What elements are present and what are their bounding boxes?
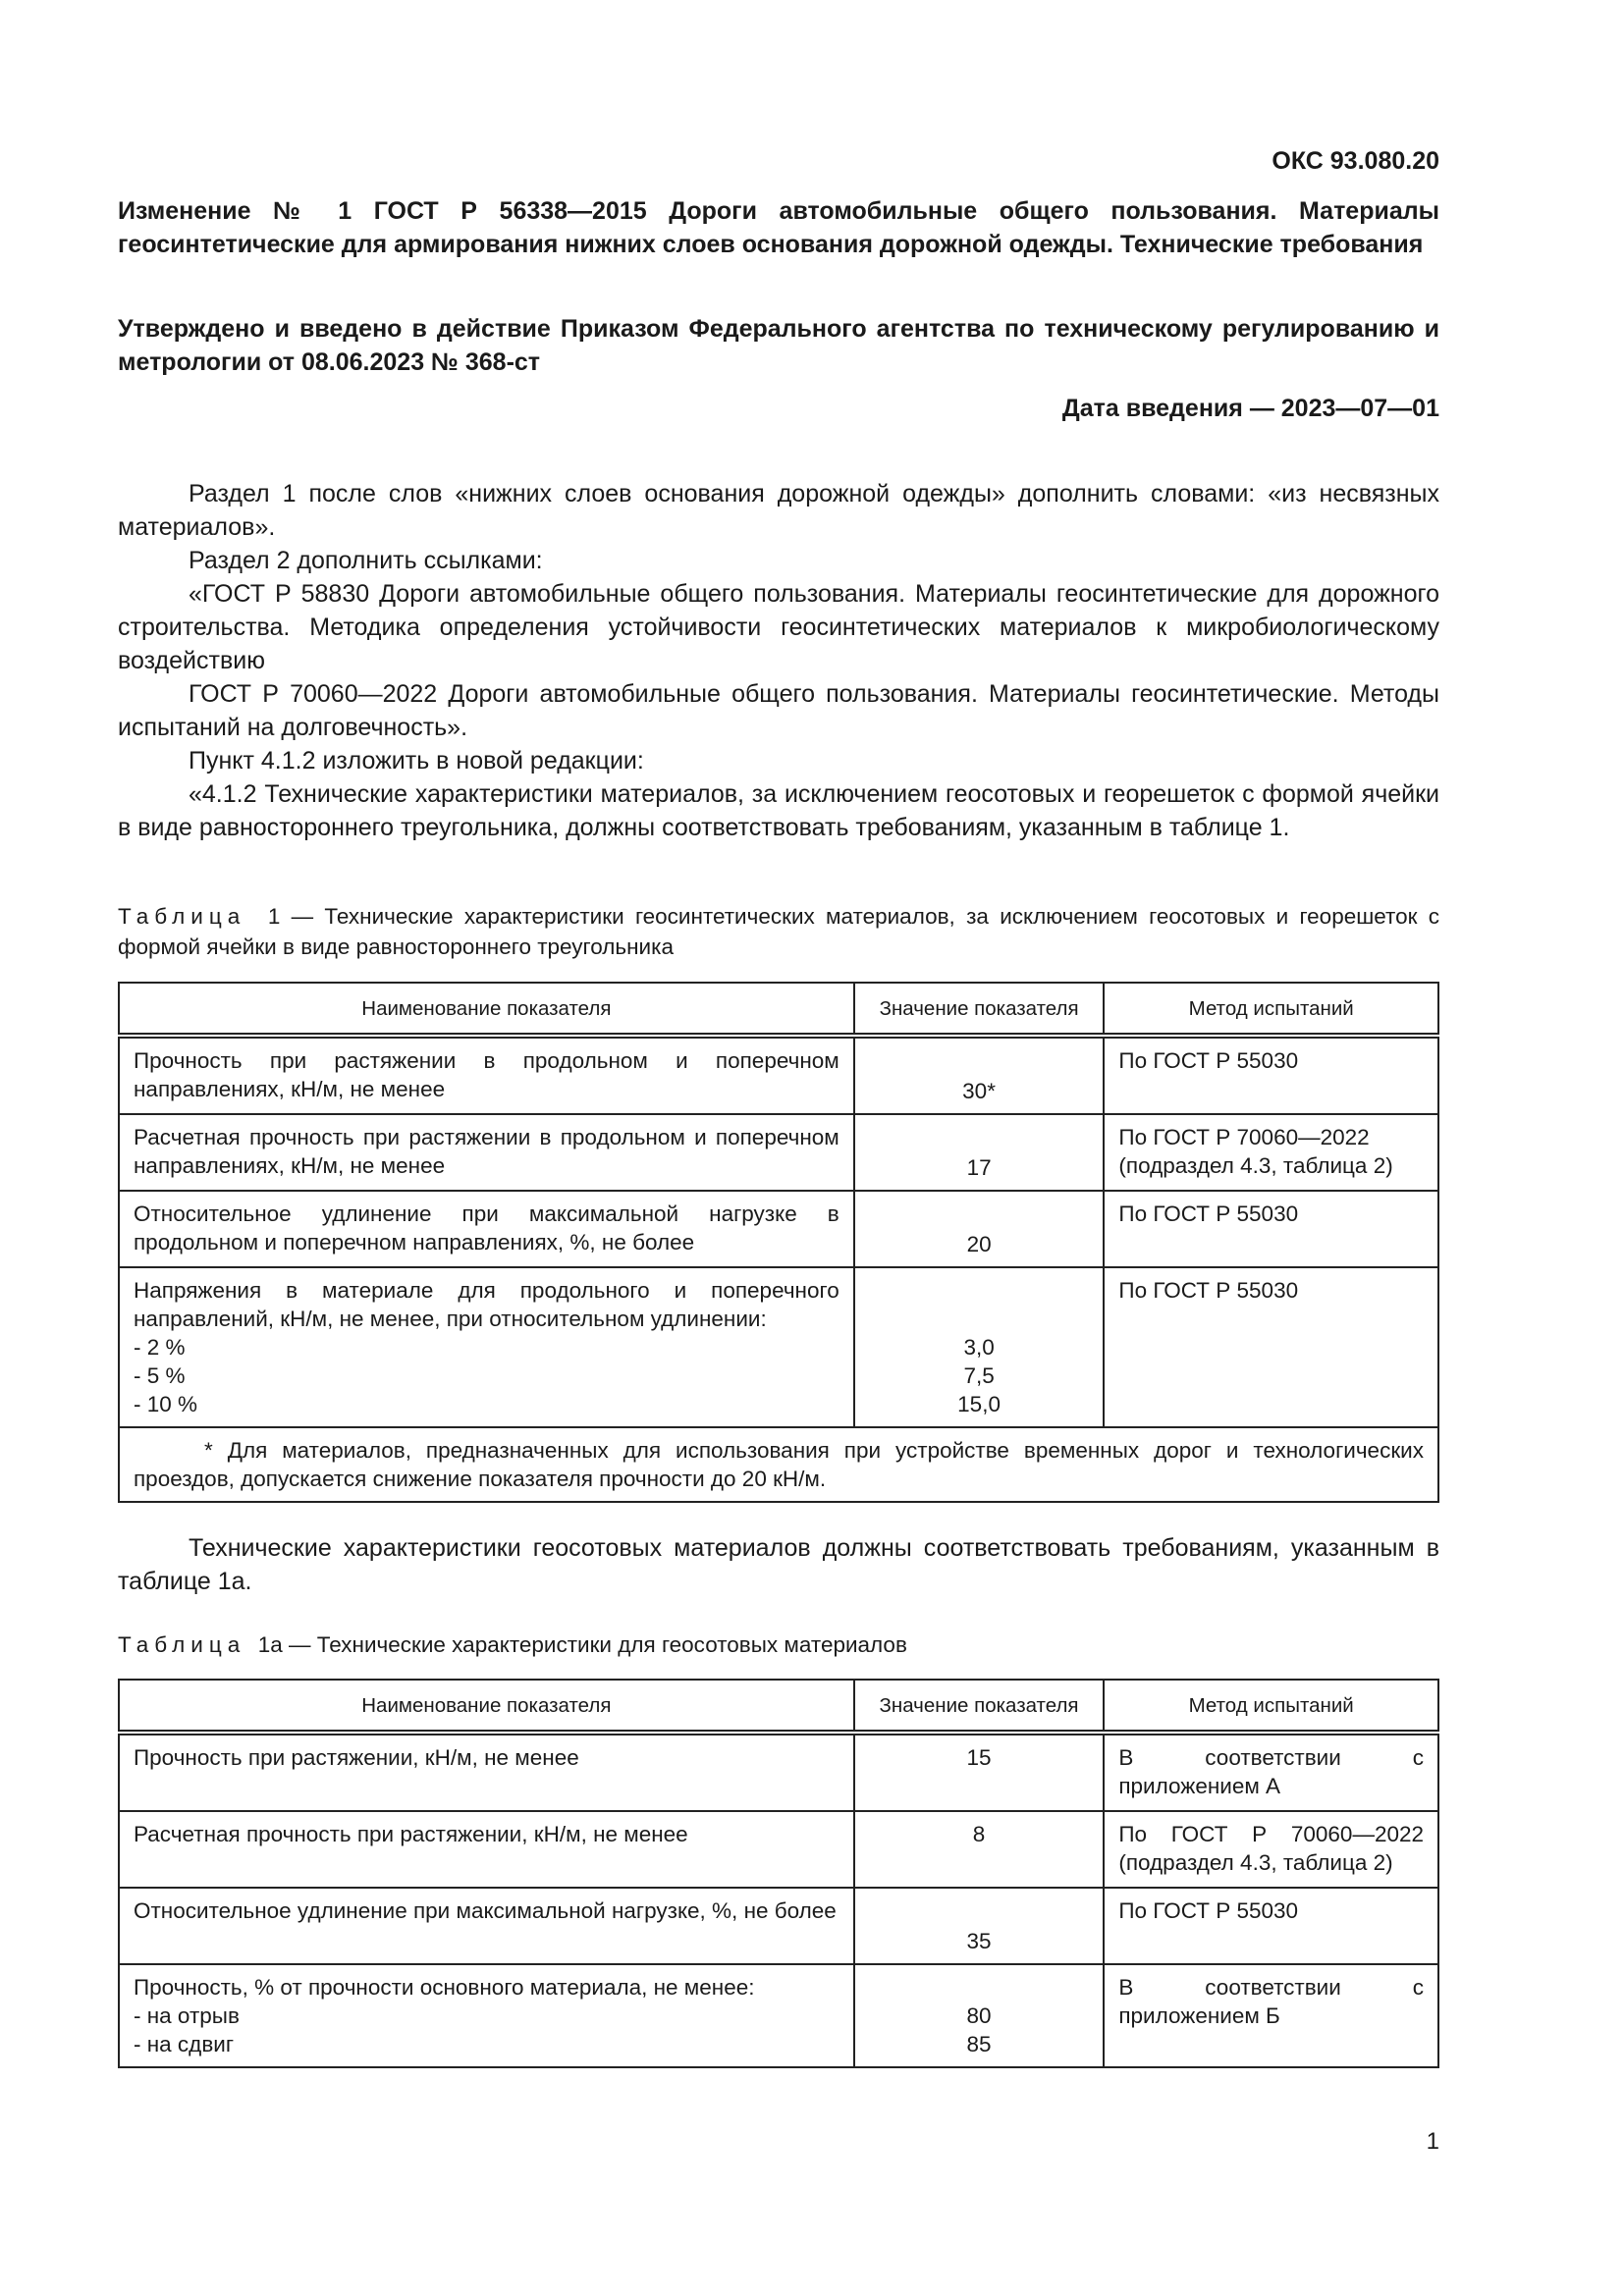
test-method: По ГОСТ Р 55030	[1104, 1888, 1438, 1964]
indicator-value: 15,0	[957, 1392, 1001, 1416]
table-row	[119, 1733, 1438, 1811]
indicator-value: 80	[966, 2003, 992, 2028]
indicator-values-cell	[854, 1267, 1105, 1427]
column-header: Значение показателя	[854, 1680, 1105, 1733]
table-footnote-row	[119, 1427, 1438, 1502]
column-header: Наименование показателя	[119, 983, 854, 1036]
indicator-value: 85	[966, 2032, 992, 2056]
table-row	[119, 1114, 1438, 1191]
table-header-row	[119, 1680, 1438, 1733]
table-row	[119, 1888, 1438, 1964]
table-row	[119, 1191, 1438, 1267]
sub-item: - на сдвиг	[134, 2032, 235, 2056]
column-header: Метод испытаний	[1104, 983, 1438, 1036]
indicator-value: 35	[854, 1888, 1105, 1964]
test-method: По ГОСТ Р 70060—2022 (подраздел 4.3, таблица 2)	[1104, 1114, 1438, 1191]
indicator-value: 7,5	[963, 1363, 995, 1388]
sub-item: - 5 %	[134, 1363, 186, 1388]
table-row	[119, 1964, 1438, 2067]
column-header: Наименование показателя	[119, 1680, 854, 1733]
document-title: Изменение № 1 ГОСТ Р 56338—2015 Дороги автомобильные общего пользования. Материалы геосинтетические для армирования нижних слоев основания дорожной одежды. Технические требования	[118, 197, 1439, 258]
sub-item: - на отрыв	[134, 2003, 240, 2028]
sub-item: - 2 %	[134, 1335, 186, 1360]
indicator-value: 20	[854, 1191, 1105, 1267]
indicator-name-cell	[119, 1267, 854, 1427]
test-method: В соответствии с приложением А	[1104, 1733, 1438, 1811]
oks-code: ОКС 93.080.20	[1272, 147, 1439, 175]
paragraph: «4.1.2 Технические характеристики материалов, за исключением геосотовых и георешеток с формой ячейки в виде равностороннего треугольника, должны соответствовать требованиям, указанным в таблице 1.	[118, 780, 1439, 841]
table-row	[119, 1267, 1438, 1427]
indicator-value: 8	[854, 1811, 1105, 1888]
indicator-name: Относительное удлинение при максимальной нагрузке, %, не более	[119, 1888, 854, 1964]
indicator-value: 3,0	[963, 1335, 995, 1360]
caption-text: 1а — Технические характеристики для геосотовых материалов	[257, 1632, 907, 1657]
paragraph: Пункт 4.1.2 изложить в новой редакции:	[189, 747, 644, 774]
test-method: По ГОСТ Р 55030	[1104, 1036, 1438, 1114]
column-header: Метод испытаний	[1104, 1680, 1438, 1733]
indicator-name: Относительное удлинение при максимальной нагрузке в продольном и поперечном направлениях, %, не более	[119, 1191, 854, 1267]
indicator-name: Расчетная прочность при растяжении, кН/м, не менее	[119, 1811, 854, 1888]
paragraph: Технические характеристики геосотовых материалов должны соответствовать требованиям, указанным в таблице 1а.	[118, 1534, 1439, 1595]
table-header-row	[119, 983, 1438, 1036]
table-1	[118, 982, 1439, 1503]
paragraph: ГОСТ Р 70060—2022 Дороги автомобильные общего пользования. Материалы геосинтетические. Методы испытаний на долговечность».	[118, 680, 1439, 741]
caption-label: Таблица	[118, 904, 246, 929]
effective-date: Дата введения — 2023—07—01	[1061, 395, 1439, 422]
between-tables-text	[118, 1531, 1439, 1598]
indicator-name: Прочность при растяжении в продольном и поперечном направлениях, кН/м, не менее	[119, 1036, 854, 1114]
test-method: По ГОСТ Р 70060—2022 (подраздел 4.3, таблица 2)	[1104, 1811, 1438, 1888]
indicator-value: 30*	[854, 1036, 1105, 1114]
indicator-name: Прочность, % от прочности основного материала, не менее:	[134, 1975, 755, 2000]
table-footnote: * Для материалов, предназначенных для использования при устройстве временных дорог и технологических проездов, допускается снижение показателя прочности до 20 кН/м.	[119, 1427, 1438, 1502]
paragraph: Раздел 2 дополнить ссылками:	[189, 547, 543, 574]
test-method: По ГОСТ Р 55030	[1104, 1191, 1438, 1267]
indicator-values-cell	[854, 1964, 1105, 2067]
paragraph: Раздел 1 после слов «нижних слоев основания дорожной одежды» дополнить словами: «из несвязных материалов».	[118, 480, 1439, 541]
approval-statement: Утверждено и введено в действие Приказом Федерального агентства по техническому регулированию и метрологии от 08.06.2023 № 368-ст	[118, 315, 1439, 376]
indicator-name: Расчетная прочность при растяжении в продольном и поперечном направлениях, кН/м, не менее	[119, 1114, 854, 1191]
sub-item: - 10 %	[134, 1392, 198, 1416]
caption-text: 1 — Технические характеристики геосинтетических материалов, за исключением геосотовых и георешеток с формой ячейки в виде равностороннего треугольника	[118, 904, 1439, 959]
test-method: В соответствии с приложением Б	[1104, 1964, 1438, 2067]
table1-caption	[118, 901, 1439, 962]
indicator-name: Напряжения в материале для продольного и поперечного направлений, кН/м, не менее, при относительном удлинении:	[134, 1278, 839, 1331]
paragraph: «ГОСТ Р 58830 Дороги автомобильные общего пользования. Материалы геосинтетические для дорожного строительства. Методика определения устойчивости геосинтетических материалов к микробиологическому воздействию	[118, 580, 1439, 674]
table-1a	[118, 1679, 1439, 2068]
test-method: По ГОСТ Р 55030	[1104, 1267, 1438, 1427]
indicator-name-cell	[119, 1964, 854, 2067]
column-header: Значение показателя	[854, 983, 1105, 1036]
table-row	[119, 1811, 1438, 1888]
table-row	[119, 1036, 1438, 1114]
indicator-value: 17	[854, 1114, 1105, 1191]
indicator-value: 15	[854, 1733, 1105, 1811]
amendment-text	[118, 477, 1439, 844]
indicator-name: Прочность при растяжении, кН/м, не менее	[119, 1733, 854, 1811]
table1a-caption	[118, 1629, 1439, 1660]
caption-label: Таблица	[118, 1632, 246, 1657]
page-number: 1	[1426, 2128, 1439, 2155]
